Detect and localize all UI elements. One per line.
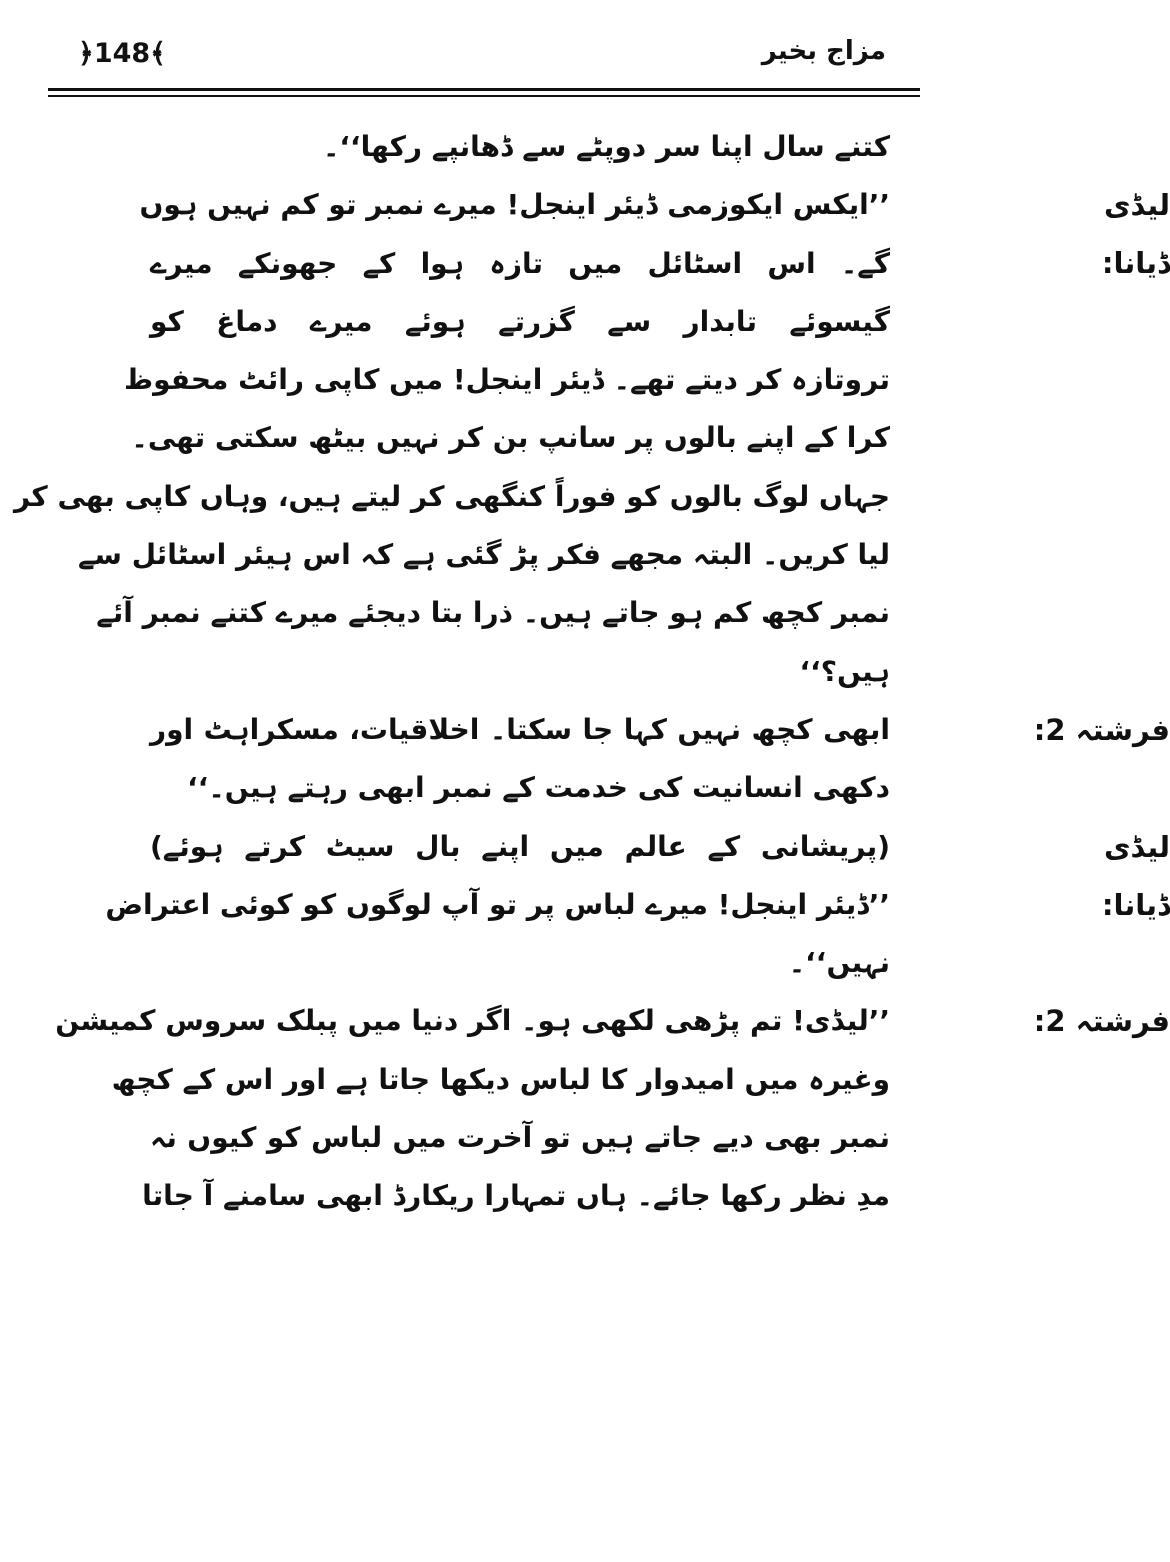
text-line: نمبر کچھ کم ہو جاتے ہیں۔ ذرا بتا دیجئے میرے کتنے نمبر آئے — [96, 596, 890, 630]
text-line: ’’ڈیئر اینجل! میرے لباس پر تو آپ لوگوں کو کوئی اعتراض — [105, 887, 890, 921]
page-number: ﴿148﴾ — [78, 38, 167, 69]
header-rule-top — [48, 88, 920, 91]
header-rule-bottom — [48, 95, 920, 97]
text-line: لیا کریں۔ البتہ مجھے فکر پڑ گئی ہے کہ اس ہیئر اسٹائل سے — [78, 538, 890, 572]
text-line: نہیں‘‘۔ — [788, 946, 890, 980]
speech — [150, 118, 890, 176]
text-line: (پریشانی کے عالم میں اپنے بال سیٹ کرتے ہوئے) — [150, 829, 890, 863]
dialogue-block — [105, 818, 1170, 993]
page-header — [0, 0, 968, 100]
text-line: وغیرہ میں امیدوار کا لباس دیکھا جاتا ہے اور اس کے کچھ — [111, 1062, 890, 1096]
running-title: مزاج بخیر — [761, 36, 886, 66]
dialogue-block — [150, 118, 890, 176]
speech — [150, 701, 890, 818]
text-line: نمبر بھی دیے جاتے ہیں تو آخرت میں لباس کو کیوں نہ — [150, 1121, 890, 1155]
text-line: تروتازہ کر دیتے تھے۔ ڈیئر اینجل! میں کاپی رائٹ محفوظ — [124, 363, 890, 397]
text-line: دکھی انسانیت کی خدمت کے نمبر ابھی رہتے ہیں۔‘‘ — [187, 771, 890, 805]
speaker-label: فرشتہ 2: — [1033, 1004, 1170, 1039]
speech — [55, 992, 890, 1225]
text-line: ’’ایکس ایکوزمی ڈیئر اینجل! میرے نمبر تو کم نہیں ہوں — [139, 188, 890, 222]
dialogue-block — [150, 701, 1170, 818]
speech — [14, 176, 890, 701]
text-line: جہاں لوگ بالوں کو فوراً کنگھی کر لیتے ہیں، وہاں کاپی بھی کر — [14, 479, 890, 513]
text-line: ’’لیڈی! تم پڑھی لکھی ہو۔ اگر دنیا میں پبلک سروس کمیشن — [55, 1004, 890, 1038]
body-text — [14, 118, 1170, 1226]
speech — [105, 818, 890, 993]
text-line: گیسوئے تابدار سے گزرتے ہوئے میرے دماغ کو — [150, 304, 890, 338]
text-line: ابھی کچھ نہیں کہا جا سکتا۔ اخلاقیات، مسکراہٹ اور — [150, 712, 890, 746]
text-line: گے۔ اس اسٹائل میں تازہ ہوا کے جھونکے میرے — [150, 246, 890, 280]
dialogue-block — [14, 176, 1170, 701]
speaker-label: لیڈی ڈیانا: — [1101, 188, 1170, 281]
dialogue-block — [55, 992, 1170, 1225]
text-line: کتنے سال اپنا سر دوپٹے سے ڈھانپے رکھا‘‘۔ — [322, 130, 890, 163]
text-line: کرا کے اپنے بالوں پر سانپ بن کر نہیں بیٹھ سکتی تھی۔ — [131, 421, 890, 455]
speaker-label: لیڈی ڈیانا: — [1101, 829, 1170, 922]
speaker-label: فرشتہ 2: — [1033, 712, 1170, 747]
text-line: مدِ نظر رکھا جائے۔ ہاں تمہارا ریکارڈ ابھی سامنے آ جاتا — [142, 1179, 890, 1213]
text-line: ہیں؟‘‘ — [799, 654, 890, 688]
